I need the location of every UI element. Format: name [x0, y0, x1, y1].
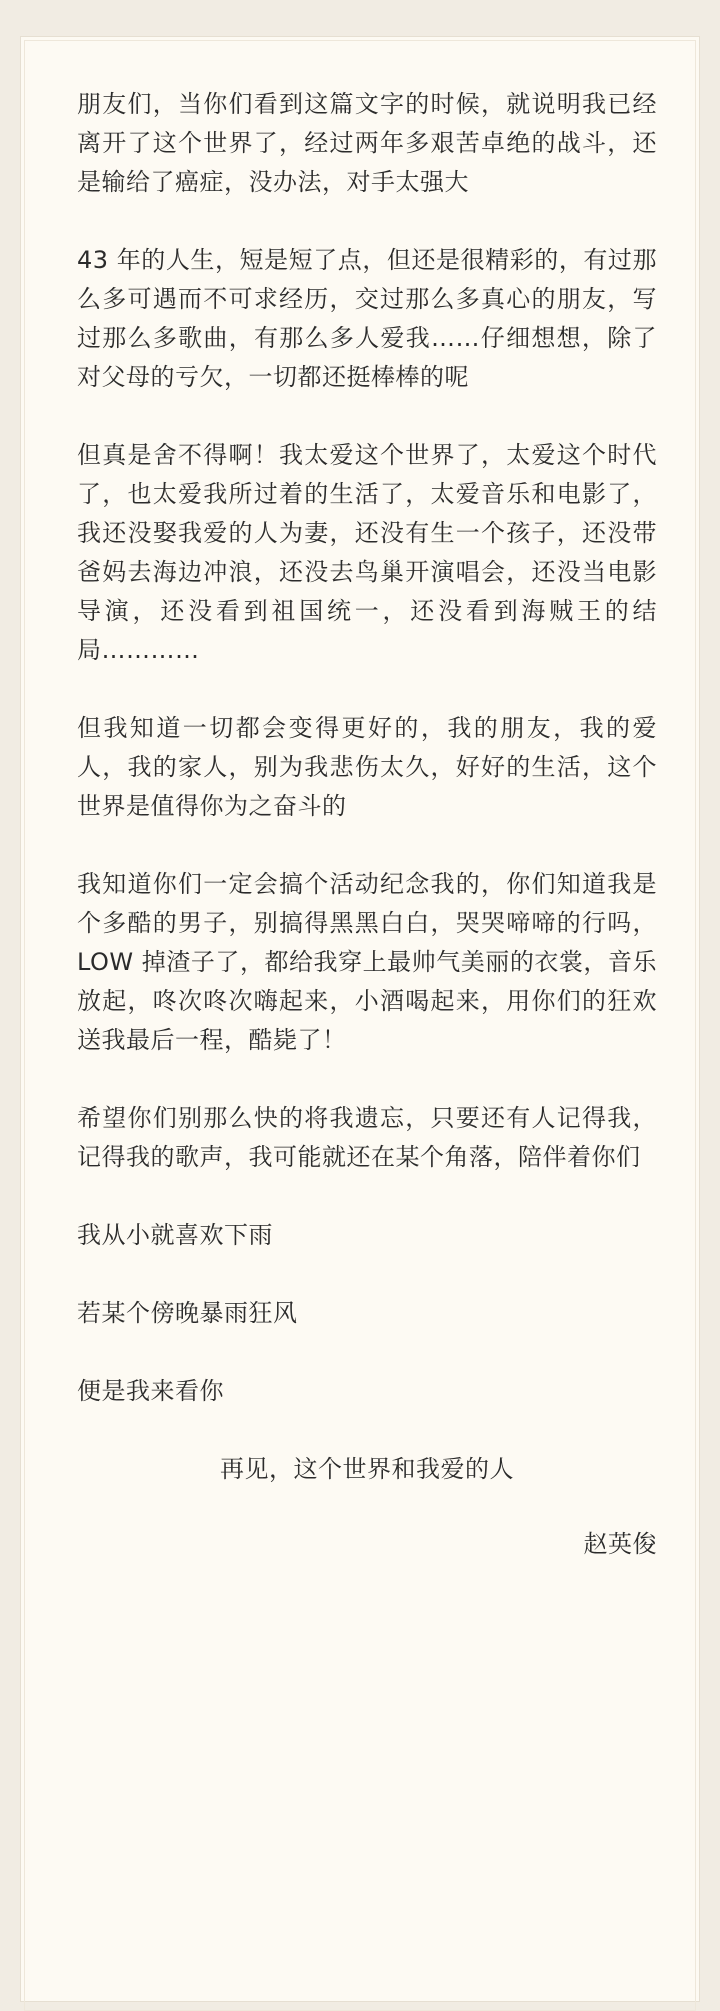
signature: 赵英俊	[583, 1530, 657, 1558]
poem-line: 便是我来看你	[77, 1377, 224, 1405]
poem-line: 若某个傍晚暴雨狂风	[77, 1299, 298, 1327]
letter-paragraph: 希望你们别那么快的将我遗忘，只要还有人记得我，记得我的歌声，我可能就还在某个角落，陪伴着你们	[77, 1104, 657, 1171]
letter-paragraph: 43 年的人生，短是短了点，但还是很精彩的，有过那么多可遇而不可求经历，交过那么多真心的朋友，写过那么多歌曲，有那么多人爱我……仔细想想，除了对父母的亏欠，一切都还挺棒棒的呢	[77, 246, 657, 391]
letter-paragraph: 朋友们，当你们看到这篇文字的时候，就说明我已经离开了这个世界了，经过两年多艰苦卓绝的战斗，还是输给了癌症，没办法，对手太强大	[77, 90, 657, 196]
closing-line: 再见，这个世界和我爱的人	[220, 1455, 514, 1483]
letter-paragraph: 但真是舍不得啊！我太爱这个世界了，太爱这个时代了，也太爱我所过着的生活了，太爱音乐和电影了，我还没娶我爱的人为妻，还没有生一个孩子，还没带爸妈去海边冲浪，还没去鸟巢开演唱会，还没当电影导演，还没看到祖国统一，还没看到海贼王的结局…………	[77, 441, 657, 664]
letter-body	[77, 85, 657, 1564]
letter-paragraph: 我知道你们一定会搞个活动纪念我的，你们知道我是个多酷的男子，别搞得黑黑白白，哭哭啼啼的行吗， LOW 掉渣子了，都给我穿上最帅气美丽的衣裳，音乐放起，咚次咚次嗨起来，小酒喝起来，用你们的狂欢送我最后一程，酷毙了！	[77, 870, 657, 1054]
letter-paragraph: 但我知道一切都会变得更好的，我的朋友，我的爱人，我的家人，别为我悲伤太久，好好的生活，这个世界是值得你为之奋斗的	[77, 714, 657, 820]
letter-sheet	[20, 36, 700, 2002]
poem-line: 我从小就喜欢下雨	[77, 1221, 273, 1249]
